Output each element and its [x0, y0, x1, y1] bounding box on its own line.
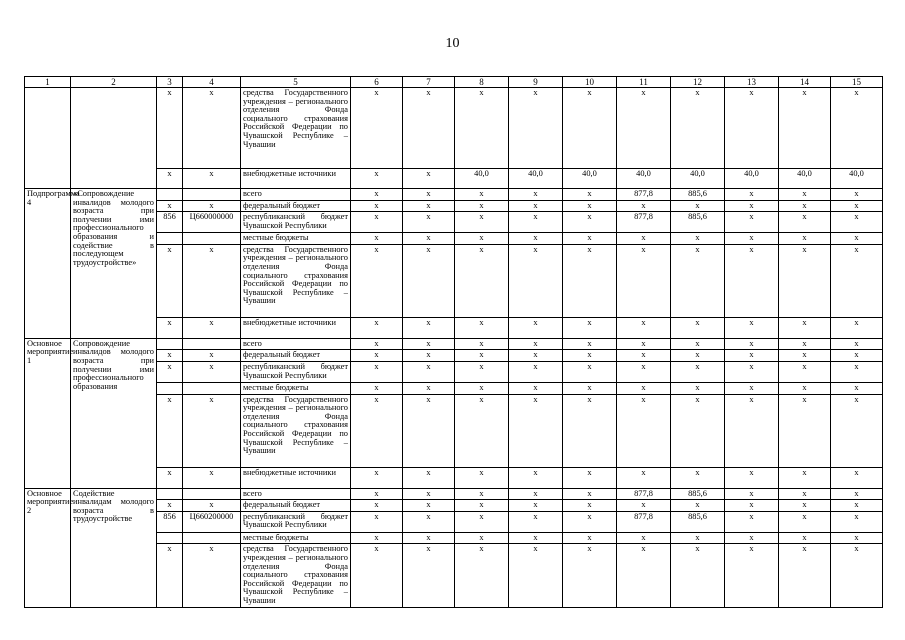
year-value: х: [779, 382, 831, 394]
year-value: х: [403, 350, 455, 362]
year-value: х: [671, 532, 725, 544]
year-value: х: [403, 394, 455, 467]
year-value: х: [563, 233, 617, 245]
year-value: х: [563, 317, 617, 338]
year-value: х: [671, 233, 725, 245]
year-value: х: [351, 244, 403, 317]
year-value: х: [725, 233, 779, 245]
year-value: х: [351, 189, 403, 201]
year-value: х: [831, 394, 883, 467]
year-value: х: [831, 350, 883, 362]
year-value: х: [509, 350, 563, 362]
year-value: х: [725, 317, 779, 338]
column-number-1: 1: [25, 77, 71, 88]
table-row: [25, 189, 883, 201]
table-row: [25, 338, 883, 350]
year-value: х: [403, 511, 455, 532]
year-value: х: [403, 88, 455, 169]
year-value: 877,8: [617, 189, 671, 201]
year-value: 885,6: [671, 511, 725, 532]
funding-source: республиканский бюджет Чувашской Республики: [241, 361, 351, 382]
program-name: [71, 88, 157, 189]
year-value: х: [617, 338, 671, 350]
year-value: х: [563, 361, 617, 382]
year-value: х: [617, 361, 671, 382]
year-value: х: [725, 361, 779, 382]
funding-source: местные бюджеты: [241, 532, 351, 544]
year-value: х: [831, 488, 883, 500]
year-value: х: [563, 338, 617, 350]
year-value: х: [351, 511, 403, 532]
target-article-code: х: [183, 169, 241, 189]
year-value: х: [831, 382, 883, 394]
target-article-code: [183, 488, 241, 500]
year-value: х: [509, 189, 563, 201]
year-value: х: [509, 532, 563, 544]
funding-source: федеральный бюджет: [241, 500, 351, 512]
year-value: х: [617, 500, 671, 512]
budget-table: [24, 76, 883, 608]
year-value: х: [671, 338, 725, 350]
funding-source: федеральный бюджет: [241, 200, 351, 212]
year-value: х: [831, 361, 883, 382]
year-value: х: [351, 361, 403, 382]
column-number-15: 15: [831, 77, 883, 88]
year-value: х: [455, 233, 509, 245]
column-number-7: 7: [403, 77, 455, 88]
year-value: х: [455, 350, 509, 362]
year-value: х: [455, 532, 509, 544]
year-value: х: [351, 212, 403, 233]
year-value: х: [779, 394, 831, 467]
year-value: х: [403, 361, 455, 382]
year-value: х: [831, 189, 883, 201]
target-article-code: [183, 532, 241, 544]
funding-source: республиканский бюджет Чувашской Республики: [241, 511, 351, 532]
target-article-code: Ц660200000: [183, 511, 241, 532]
grbs-code: х: [157, 244, 183, 317]
year-value: х: [455, 361, 509, 382]
year-value: х: [779, 317, 831, 338]
year-value: х: [671, 317, 725, 338]
year-value: х: [351, 338, 403, 350]
year-value: х: [563, 532, 617, 544]
column-number-13: 13: [725, 77, 779, 88]
grbs-code: х: [157, 544, 183, 607]
target-article-code: х: [183, 317, 241, 338]
grbs-code: х: [157, 467, 183, 488]
year-value: х: [403, 338, 455, 350]
year-value: х: [779, 200, 831, 212]
year-value: х: [351, 382, 403, 394]
year-value: х: [563, 200, 617, 212]
year-value: х: [831, 244, 883, 317]
year-value: х: [779, 338, 831, 350]
year-value: х: [403, 544, 455, 607]
year-value: х: [617, 350, 671, 362]
target-article-code: [183, 189, 241, 201]
year-value: х: [563, 467, 617, 488]
year-value: х: [617, 233, 671, 245]
funding-source: республиканский бюджет Чувашской Республики: [241, 212, 351, 233]
year-value: х: [403, 169, 455, 189]
year-value: х: [509, 382, 563, 394]
year-value: х: [509, 88, 563, 169]
year-value: х: [725, 467, 779, 488]
grbs-code: х: [157, 88, 183, 169]
year-value: х: [403, 244, 455, 317]
year-value: х: [455, 488, 509, 500]
year-value: х: [455, 511, 509, 532]
year-value: х: [509, 511, 563, 532]
year-value: 877,8: [617, 488, 671, 500]
year-value: х: [831, 500, 883, 512]
table-row: [25, 88, 883, 169]
year-value: х: [351, 233, 403, 245]
year-value: х: [617, 532, 671, 544]
year-value: х: [403, 488, 455, 500]
year-value: х: [563, 88, 617, 169]
year-value: х: [831, 467, 883, 488]
year-value: х: [725, 200, 779, 212]
year-value: 40,0: [831, 169, 883, 189]
year-value: х: [725, 544, 779, 607]
year-value: х: [563, 488, 617, 500]
year-value: х: [779, 500, 831, 512]
year-value: х: [671, 394, 725, 467]
year-value: х: [779, 467, 831, 488]
year-value: х: [779, 233, 831, 245]
year-value: х: [455, 244, 509, 317]
column-number-8: 8: [455, 77, 509, 88]
year-value: х: [351, 394, 403, 467]
year-value: х: [779, 511, 831, 532]
year-value: х: [403, 212, 455, 233]
year-value: х: [725, 189, 779, 201]
funding-source: всего: [241, 189, 351, 201]
year-value: х: [563, 500, 617, 512]
year-value: х: [563, 212, 617, 233]
year-value: 40,0: [563, 169, 617, 189]
year-value: х: [617, 200, 671, 212]
target-article-code: х: [183, 361, 241, 382]
year-value: 877,8: [617, 511, 671, 532]
year-value: х: [779, 350, 831, 362]
year-value: х: [831, 511, 883, 532]
year-value: х: [403, 500, 455, 512]
year-value: х: [455, 382, 509, 394]
year-value: х: [455, 394, 509, 467]
year-value: х: [509, 317, 563, 338]
year-value: х: [509, 467, 563, 488]
year-value: х: [509, 488, 563, 500]
year-value: х: [725, 394, 779, 467]
year-value: х: [563, 189, 617, 201]
year-value: х: [509, 338, 563, 350]
year-value: х: [617, 467, 671, 488]
year-value: 885,6: [671, 212, 725, 233]
year-value: х: [455, 544, 509, 607]
year-value: х: [779, 189, 831, 201]
year-value: х: [351, 500, 403, 512]
year-value: х: [617, 244, 671, 317]
column-number-9: 9: [509, 77, 563, 88]
year-value: х: [779, 532, 831, 544]
program-name: Сопровождение инвалидов молодого возраста при получении ими профессионального образования: [71, 338, 157, 488]
grbs-code: [157, 382, 183, 394]
year-value: 40,0: [725, 169, 779, 189]
year-value: х: [403, 200, 455, 212]
year-value: х: [725, 88, 779, 169]
grbs-code: [157, 189, 183, 201]
year-value: х: [563, 544, 617, 607]
year-value: х: [403, 317, 455, 338]
year-value: х: [617, 88, 671, 169]
year-value: х: [351, 317, 403, 338]
page-number: 10: [445, 36, 460, 51]
year-value: х: [725, 511, 779, 532]
year-value: х: [351, 169, 403, 189]
year-value: х: [725, 532, 779, 544]
year-value: х: [403, 467, 455, 488]
year-value: х: [351, 532, 403, 544]
year-value: 40,0: [509, 169, 563, 189]
program-label: Подпрограмма 4: [25, 189, 71, 339]
year-value: 40,0: [455, 169, 509, 189]
funding-source: средства Государственного учреждения – регионального отделения Фонда социального страхования Российской Федерации по Чувашской Республике – Чувашии: [241, 88, 351, 169]
year-value: х: [725, 488, 779, 500]
year-value: х: [509, 233, 563, 245]
year-value: х: [779, 244, 831, 317]
column-number-6: 6: [351, 77, 403, 88]
year-value: х: [725, 244, 779, 317]
column-number-2: 2: [71, 77, 157, 88]
year-value: х: [403, 189, 455, 201]
year-value: х: [455, 212, 509, 233]
year-value: х: [671, 350, 725, 362]
target-article-code: х: [183, 200, 241, 212]
grbs-code: [157, 233, 183, 245]
grbs-code: х: [157, 317, 183, 338]
year-value: х: [455, 500, 509, 512]
year-value: х: [831, 88, 883, 169]
grbs-code: х: [157, 394, 183, 467]
funding-source: средства Государственного учреждения – регионального отделения Фонда социального страхования Российской Федерации по Чувашской Республике – Чувашии: [241, 244, 351, 317]
year-value: х: [455, 467, 509, 488]
target-article-code: [183, 338, 241, 350]
year-value: х: [351, 488, 403, 500]
column-number-4: 4: [183, 77, 241, 88]
year-value: х: [725, 350, 779, 362]
funding-source: внебюджетные источники: [241, 317, 351, 338]
program-name: Содействие инвалидам молодого возраста в трудоустройстве: [71, 488, 157, 607]
year-value: х: [563, 511, 617, 532]
year-value: х: [725, 212, 779, 233]
target-article-code: [183, 233, 241, 245]
grbs-code: х: [157, 169, 183, 189]
year-value: х: [509, 212, 563, 233]
grbs-code: 856: [157, 511, 183, 532]
year-value: х: [671, 382, 725, 394]
year-value: х: [617, 317, 671, 338]
year-value: х: [671, 500, 725, 512]
year-value: х: [831, 544, 883, 607]
target-article-code: х: [183, 244, 241, 317]
year-value: 40,0: [671, 169, 725, 189]
target-article-code: х: [183, 467, 241, 488]
year-value: х: [831, 212, 883, 233]
funding-source: средства Государственного учреждения – регионального отделения Фонда социального страхования Российской Федерации по Чувашской Республике – Чувашии: [241, 394, 351, 467]
year-value: 885,6: [671, 488, 725, 500]
year-value: х: [455, 88, 509, 169]
year-value: х: [455, 317, 509, 338]
year-value: х: [455, 338, 509, 350]
year-value: 40,0: [617, 169, 671, 189]
column-number-10: 10: [563, 77, 617, 88]
column-number-14: 14: [779, 77, 831, 88]
year-value: х: [671, 467, 725, 488]
funding-source: местные бюджеты: [241, 233, 351, 245]
column-number-11: 11: [617, 77, 671, 88]
year-value: х: [831, 200, 883, 212]
target-article-code: Ц660000000: [183, 212, 241, 233]
grbs-code: х: [157, 500, 183, 512]
year-value: х: [725, 338, 779, 350]
year-value: х: [671, 200, 725, 212]
grbs-code: х: [157, 361, 183, 382]
funding-source: средства Государственного учреждения – регионального отделения Фонда социального страхования Российской Федерации по Чувашской Республике – Чувашии: [241, 544, 351, 607]
year-value: х: [779, 488, 831, 500]
grbs-code: [157, 532, 183, 544]
year-value: х: [563, 394, 617, 467]
year-value: х: [563, 244, 617, 317]
grbs-code: 856: [157, 212, 183, 233]
year-value: х: [351, 467, 403, 488]
year-value: х: [617, 394, 671, 467]
target-article-code: [183, 382, 241, 394]
year-value: х: [455, 189, 509, 201]
year-value: х: [509, 394, 563, 467]
year-value: х: [563, 350, 617, 362]
year-value: х: [617, 382, 671, 394]
program-name: «Сопровождение инвалидов молодого возраста при получении ими профессионального образования и содействие в последующем трудоустройстве»: [71, 189, 157, 339]
year-value: х: [509, 544, 563, 607]
program-label: Основное мероприятие 2: [25, 488, 71, 607]
year-value: х: [671, 544, 725, 607]
grbs-code: х: [157, 200, 183, 212]
year-value: х: [671, 88, 725, 169]
year-value: х: [351, 350, 403, 362]
funding-source: местные бюджеты: [241, 382, 351, 394]
column-number-3: 3: [157, 77, 183, 88]
year-value: х: [509, 361, 563, 382]
table-row: [25, 488, 883, 500]
program-label: [25, 88, 71, 189]
program-label: Основное мероприятие 1: [25, 338, 71, 488]
year-value: х: [563, 382, 617, 394]
year-value: х: [671, 244, 725, 317]
target-article-code: х: [183, 544, 241, 607]
year-value: 40,0: [779, 169, 831, 189]
table-body: [25, 88, 883, 608]
year-value: х: [831, 317, 883, 338]
year-value: х: [779, 212, 831, 233]
target-article-code: х: [183, 88, 241, 169]
year-value: х: [725, 500, 779, 512]
column-number-row: [25, 77, 883, 88]
target-article-code: х: [183, 394, 241, 467]
grbs-code: [157, 338, 183, 350]
year-value: х: [403, 532, 455, 544]
year-value: х: [351, 88, 403, 169]
target-article-code: х: [183, 350, 241, 362]
year-value: х: [509, 500, 563, 512]
year-value: х: [403, 382, 455, 394]
funding-source: внебюджетные источники: [241, 169, 351, 189]
year-value: х: [831, 532, 883, 544]
year-value: х: [617, 544, 671, 607]
funding-source: внебюджетные источники: [241, 467, 351, 488]
year-value: х: [509, 200, 563, 212]
grbs-code: х: [157, 350, 183, 362]
year-value: х: [779, 544, 831, 607]
funding-source: федеральный бюджет: [241, 350, 351, 362]
year-value: х: [831, 233, 883, 245]
column-number-12: 12: [671, 77, 725, 88]
funding-source: всего: [241, 338, 351, 350]
year-value: х: [779, 88, 831, 169]
year-value: х: [779, 361, 831, 382]
target-article-code: х: [183, 500, 241, 512]
year-value: х: [455, 200, 509, 212]
year-value: х: [725, 382, 779, 394]
year-value: х: [351, 200, 403, 212]
column-number-5: 5: [241, 77, 351, 88]
funding-source: всего: [241, 488, 351, 500]
year-value: 877,8: [617, 212, 671, 233]
year-value: х: [671, 361, 725, 382]
year-value: 885,6: [671, 189, 725, 201]
year-value: х: [509, 244, 563, 317]
year-value: х: [403, 233, 455, 245]
year-value: х: [831, 338, 883, 350]
grbs-code: [157, 488, 183, 500]
year-value: х: [351, 544, 403, 607]
